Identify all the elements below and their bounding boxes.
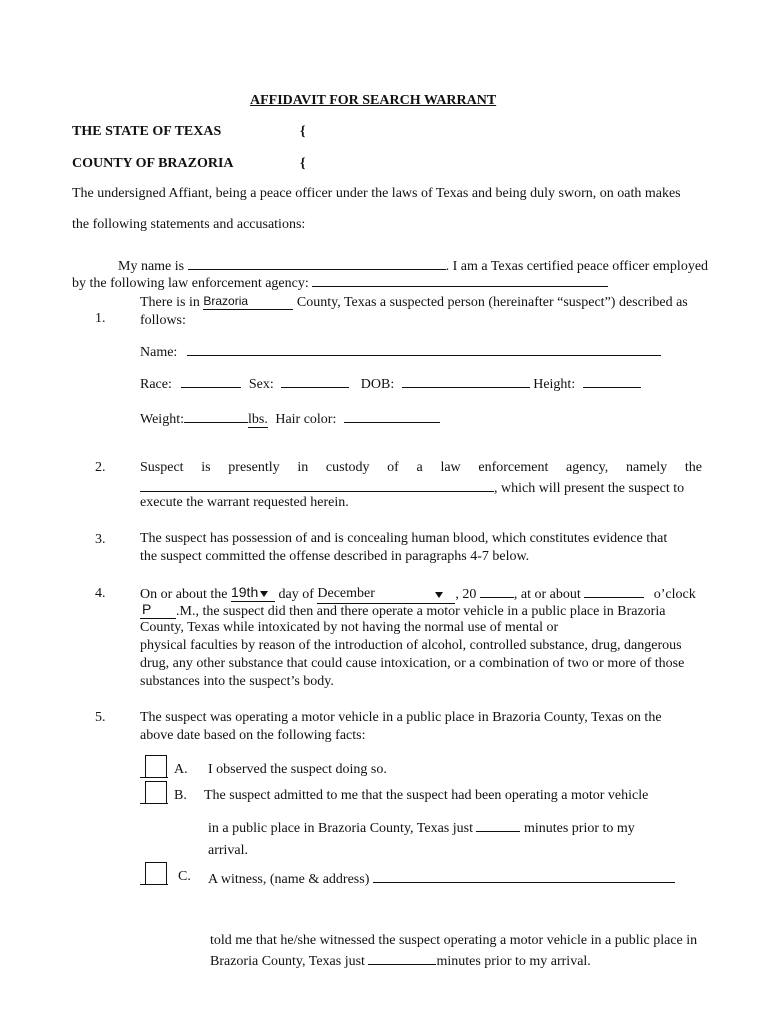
told-text-2a: Brazoria County, Texas just	[210, 954, 365, 969]
p4-text-b: day of	[278, 587, 314, 602]
p4-line-1	[140, 584, 696, 604]
told-line-1: told me that he/she witnessed the suspect operating a motor vehicle in a public place in	[210, 933, 698, 948]
county-brace: {	[300, 156, 306, 171]
p4-line-6: substances into the suspect’s body.	[140, 674, 334, 689]
hair-color-field[interactable]	[344, 409, 440, 423]
p2-text-b: , which will present the suspect to	[494, 481, 685, 496]
told-text-2b: minutes prior to my arrival.	[436, 954, 591, 969]
officer-name-field[interactable]	[188, 256, 446, 270]
dob-field[interactable]	[402, 374, 530, 388]
option-b-minutes-field[interactable]	[476, 818, 520, 832]
p4-line-4: physical faculties by reason of the introduction of alcohol, controlled substance, drug, dangerous	[140, 638, 682, 653]
option-b-text-2a: in a public place in Brazoria County, Texas just	[208, 821, 473, 836]
p1-text-b: County, Texas a suspected person (hereinafter “suspect”) described as	[296, 295, 688, 310]
county-label: COUNTY OF BRAZORIA	[72, 156, 234, 171]
p3-line-2: the suspect committed the offense described in paragraphs 4-7 below.	[140, 549, 530, 564]
weight-row	[140, 409, 440, 428]
option-a-text: I observed the suspect doing so.	[208, 762, 387, 777]
year-field[interactable]	[480, 584, 514, 598]
month-value: December	[317, 586, 375, 601]
lbs-label: lbs.	[247, 412, 268, 427]
race-row	[140, 374, 641, 393]
option-a-checkbox[interactable]	[145, 755, 167, 778]
name-row	[140, 342, 661, 361]
height-field[interactable]	[583, 374, 641, 388]
dob-label: DOB:	[360, 377, 395, 392]
p5-line-1: The suspect was operating a motor vehicle in a public place in Brazoria County, Texas on the	[140, 710, 662, 725]
suspect-name-field[interactable]	[187, 342, 661, 356]
paragraph-2-number: 2.	[95, 460, 106, 475]
my-name-label: My name is	[118, 259, 185, 274]
p4-line-2	[140, 602, 665, 620]
chevron-down-icon	[260, 591, 268, 597]
option-b-line-3: arrival.	[208, 843, 249, 858]
p1-follows: follows:	[140, 313, 186, 328]
option-b-label: B.	[174, 788, 187, 803]
state-brace: {	[300, 124, 306, 139]
county-field[interactable]	[203, 295, 293, 310]
option-b-underline	[140, 803, 168, 804]
paragraph-3-number: 3.	[95, 532, 106, 547]
intro-line-1: The undersigned Affiant, being a peace officer under the laws of Texas and being duly sworn, on oath makes	[72, 186, 681, 201]
p4-text-f: .M., the suspect did then and there operate a motor vehicle in a public place in Brazoria	[176, 604, 666, 619]
height-label: Height:	[533, 377, 576, 392]
weight-field[interactable]	[184, 409, 248, 423]
option-a-label: A.	[174, 762, 188, 777]
p2-line-1: Suspect is presently in custody of a law enforcement agency, namely the	[140, 460, 702, 475]
paragraph-4-number: 4.	[95, 586, 106, 601]
agency-line	[72, 273, 608, 292]
hair-color-label: Hair color:	[275, 412, 337, 427]
option-b-checkbox[interactable]	[145, 781, 167, 804]
option-c-label: C.	[178, 869, 191, 884]
option-b-text: The suspect admitted to me that the suspect had been operating a motor vehicle	[204, 788, 649, 803]
chevron-down-icon	[435, 592, 443, 598]
agency-field[interactable]	[312, 273, 608, 287]
certified-officer-text: . I am a Texas certified peace officer employed	[445, 259, 709, 274]
option-b-line-2	[208, 818, 635, 837]
day-dropdown[interactable]	[231, 585, 275, 602]
p1-text-a: There is in	[140, 295, 200, 310]
option-c-checkbox[interactable]	[145, 862, 167, 885]
sex-label: Sex:	[248, 377, 274, 392]
p4-line-5: drug, any other substance that could cause intoxication, or a combination of two or more of those	[140, 656, 685, 671]
option-b-text-2b: minutes prior to my	[523, 821, 635, 836]
race-field[interactable]	[181, 374, 241, 388]
p4-text-e: o’clock	[653, 587, 696, 602]
paragraph-1-number: 1.	[95, 311, 106, 326]
p1-line-1	[140, 295, 688, 311]
paragraph-5-number: 5.	[95, 710, 106, 725]
custody-agency-field[interactable]	[140, 478, 494, 492]
p4-text-c: , 20	[455, 587, 477, 602]
witness-minutes-field[interactable]	[368, 951, 436, 965]
intro-line-2: the following statements and accusations:	[72, 217, 306, 232]
option-c-text: A witness, (name & address)	[208, 872, 370, 887]
p5-line-2: above date based on the following facts:	[140, 728, 366, 743]
am-pm-field[interactable]	[140, 602, 176, 619]
option-a-underline	[140, 777, 168, 778]
told-line-2	[210, 951, 591, 970]
document-title: AFFIDAVIT FOR SEARCH WARRANT	[250, 93, 497, 108]
witness-field[interactable]	[373, 869, 675, 883]
day-value: 19th	[230, 584, 259, 600]
race-label: Race:	[140, 377, 172, 392]
state-label: THE STATE OF TEXAS	[72, 124, 222, 139]
time-field[interactable]	[584, 584, 644, 598]
name-label: Name:	[140, 345, 178, 360]
p2-line-3: execute the warrant requested herein.	[140, 495, 349, 510]
weight-label: Weight:	[140, 412, 184, 427]
p4-text-a: On or about the	[140, 587, 228, 602]
option-c-underline	[140, 884, 168, 885]
county-value: Brazoria	[203, 294, 249, 308]
p4-text-d: , at or about	[513, 587, 581, 602]
option-c-line	[208, 869, 675, 888]
am-pm-value: P	[142, 601, 152, 617]
sex-field[interactable]	[281, 374, 349, 388]
p3-line-1: The suspect has possession of and is concealing human blood, which constitutes evidence that	[140, 531, 668, 546]
p4-line-3: County, Texas while intoxicated by not having the normal use of mental or	[140, 620, 559, 635]
agency-label: by the following law enforcement agency:	[72, 276, 309, 291]
